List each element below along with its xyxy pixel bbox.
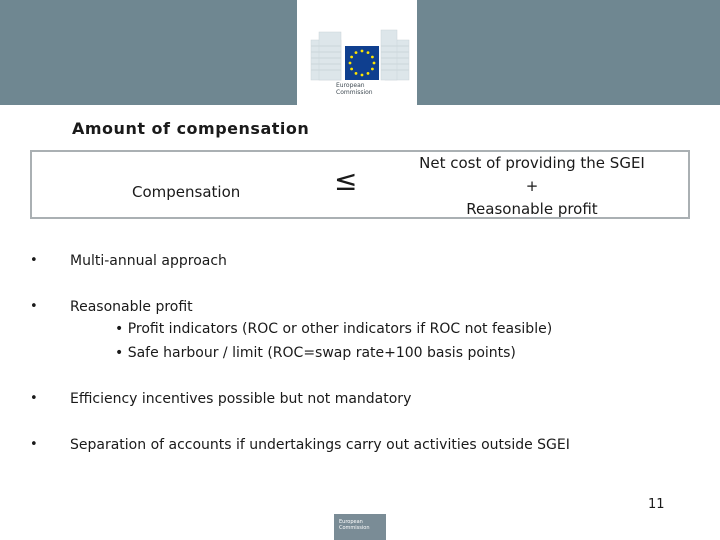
logo-line-commission: Commission: [336, 89, 373, 96]
sub-bullet-text: Safe harbour / limit (ROC=swap rate+100 basis points): [127, 345, 516, 361]
formula-right-line-2: +: [525, 177, 539, 195]
bullet-text: Efficiency incentives possible but not mandatory: [70, 391, 412, 407]
logo-line-european: European: [336, 82, 365, 89]
slide-title: Amount of compensation: [72, 119, 310, 138]
sub-bullet-dot: •: [115, 321, 124, 337]
bullet-dot: •: [30, 299, 38, 314]
sub-bullet-dot: •: [115, 345, 124, 361]
bullet-item: [30, 437, 570, 453]
formula-right-line-1: Net cost of providing the SGEI: [419, 154, 645, 172]
page-number: 11: [648, 497, 665, 512]
sub-bullet-item: [115, 345, 516, 361]
sub-bullet-item: [115, 321, 552, 337]
formula-left: Compensation: [132, 183, 241, 201]
sub-bullet-text: Profit indicators (ROC or other indicators if ROC not feasible): [127, 321, 553, 337]
bullet-item: [30, 299, 193, 315]
bullet-item: [30, 391, 412, 407]
logo-text: [336, 82, 373, 96]
bullet-text: Reasonable profit: [70, 299, 193, 315]
bullet-dot: •: [30, 253, 38, 268]
berlaymont-building-icon: [297, 0, 417, 82]
bullet-dot: •: [30, 391, 38, 406]
formula-box: [30, 150, 690, 219]
footer-commission-logo: [334, 514, 386, 540]
bullet-text: Separation of accounts if undertakings carry out activities outside SGEI: [70, 437, 570, 453]
footer-logo-text: European Commission: [339, 519, 370, 531]
formula-right: [382, 152, 682, 221]
formula-right-line-3: Reasonable profit: [466, 200, 598, 218]
bullet-text: Multi-annual approach: [70, 253, 227, 269]
less-or-equal-symbol: ≤: [334, 164, 358, 197]
bullet-item: [30, 253, 227, 269]
bullet-dot: •: [30, 437, 38, 452]
commission-logo: [297, 0, 417, 105]
